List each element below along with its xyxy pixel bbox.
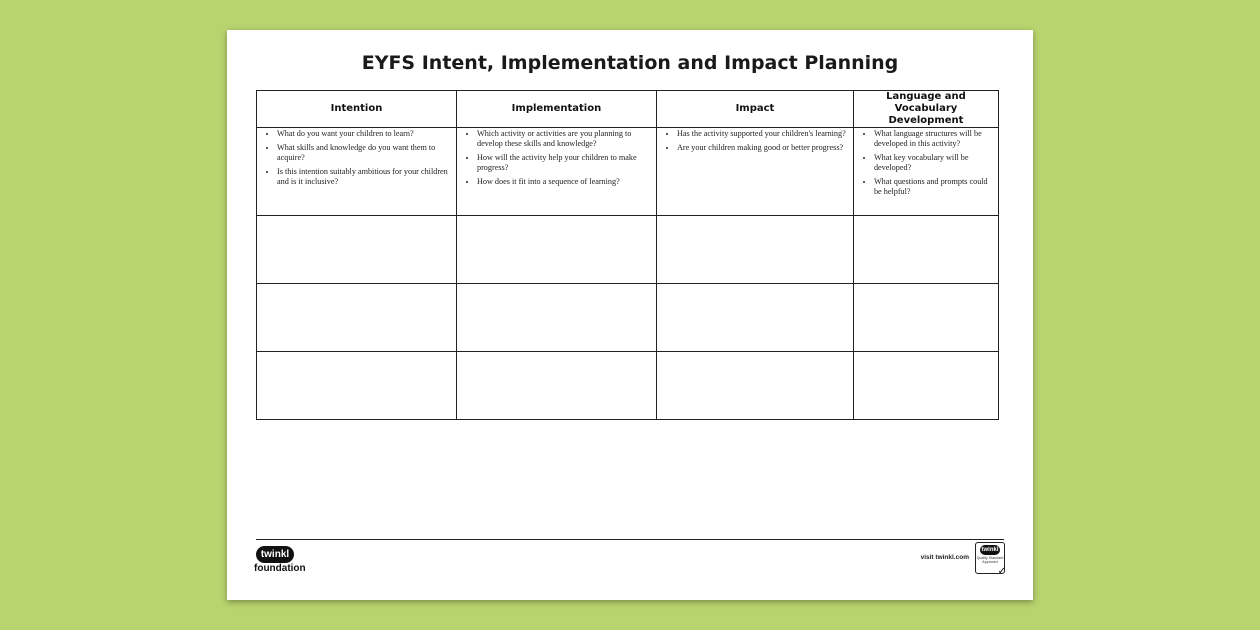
intention-prompts	[257, 128, 457, 216]
visit-link[interactable]: visit twinkl.com	[920, 554, 969, 561]
list-item: • How does it fit into a sequence of learning?	[477, 177, 652, 187]
implementation-prompts	[456, 128, 656, 216]
header-language-vocabulary: Language and Vocabulary Development	[853, 91, 998, 128]
language-prompts	[853, 128, 998, 216]
twinkl-logo-word: twinkl	[256, 546, 294, 563]
list-item: • What do you want your children to learn?	[277, 129, 452, 139]
blank-cell-intention[interactable]	[257, 216, 457, 284]
header-implementation: Implementation	[456, 91, 656, 128]
list-item: • Has the activity supported your children's learning?	[677, 129, 849, 139]
header-intention: Intention	[257, 91, 457, 128]
badge-logo: twinkl	[981, 547, 999, 553]
worksheet-page	[227, 30, 1033, 600]
page-title: EYFS Intent, Implementation and Impact Planning	[361, 52, 899, 74]
blank-cell-implementation[interactable]	[456, 216, 656, 284]
quality-badge	[975, 542, 1006, 577]
blank-cell-language[interactable]	[853, 352, 998, 420]
blank-row	[257, 216, 999, 284]
foundation-logo-word: foundation	[254, 563, 306, 574]
blank-row	[257, 284, 999, 352]
blank-cell-impact[interactable]	[656, 216, 853, 284]
list-item: • What key vocabulary will be developed?	[874, 153, 994, 173]
list-item: • Which activity or activities are you planning to develop these skills and knowledge?	[477, 129, 652, 149]
impact-prompts	[656, 128, 853, 216]
header-row	[257, 91, 999, 128]
blank-cell-implementation[interactable]	[456, 284, 656, 352]
blank-cell-language[interactable]	[853, 216, 998, 284]
blank-cell-implementation[interactable]	[456, 352, 656, 420]
blank-cell-intention[interactable]	[257, 284, 457, 352]
planning-table	[256, 90, 999, 420]
blank-cell-impact[interactable]	[656, 352, 853, 420]
list-item: • What questions and prompts could be helpful?	[874, 177, 994, 197]
checkmark-icon: ✓	[997, 566, 1006, 577]
blank-cell-intention[interactable]	[257, 352, 457, 420]
twinkl-foundation-logo	[254, 546, 306, 576]
blank-row	[257, 352, 999, 420]
badge-text: Quality Standard Approved	[976, 556, 1004, 564]
list-item: • What skills and knowledge do you want them to acquire?	[277, 143, 452, 163]
prompt-row	[257, 128, 999, 216]
blank-cell-language[interactable]	[853, 284, 998, 352]
list-item: • Is this intention suitably ambitious for your children and is it inclusive?	[277, 167, 452, 187]
blank-cell-impact[interactable]	[656, 284, 853, 352]
list-item: • What language structures will be developed in this activity?	[874, 129, 994, 149]
list-item: • How will the activity help your children to make progress?	[477, 153, 652, 173]
footer-divider	[256, 539, 1004, 540]
list-item: • Are your children making good or better progress?	[677, 143, 849, 153]
header-impact: Impact	[656, 91, 853, 128]
